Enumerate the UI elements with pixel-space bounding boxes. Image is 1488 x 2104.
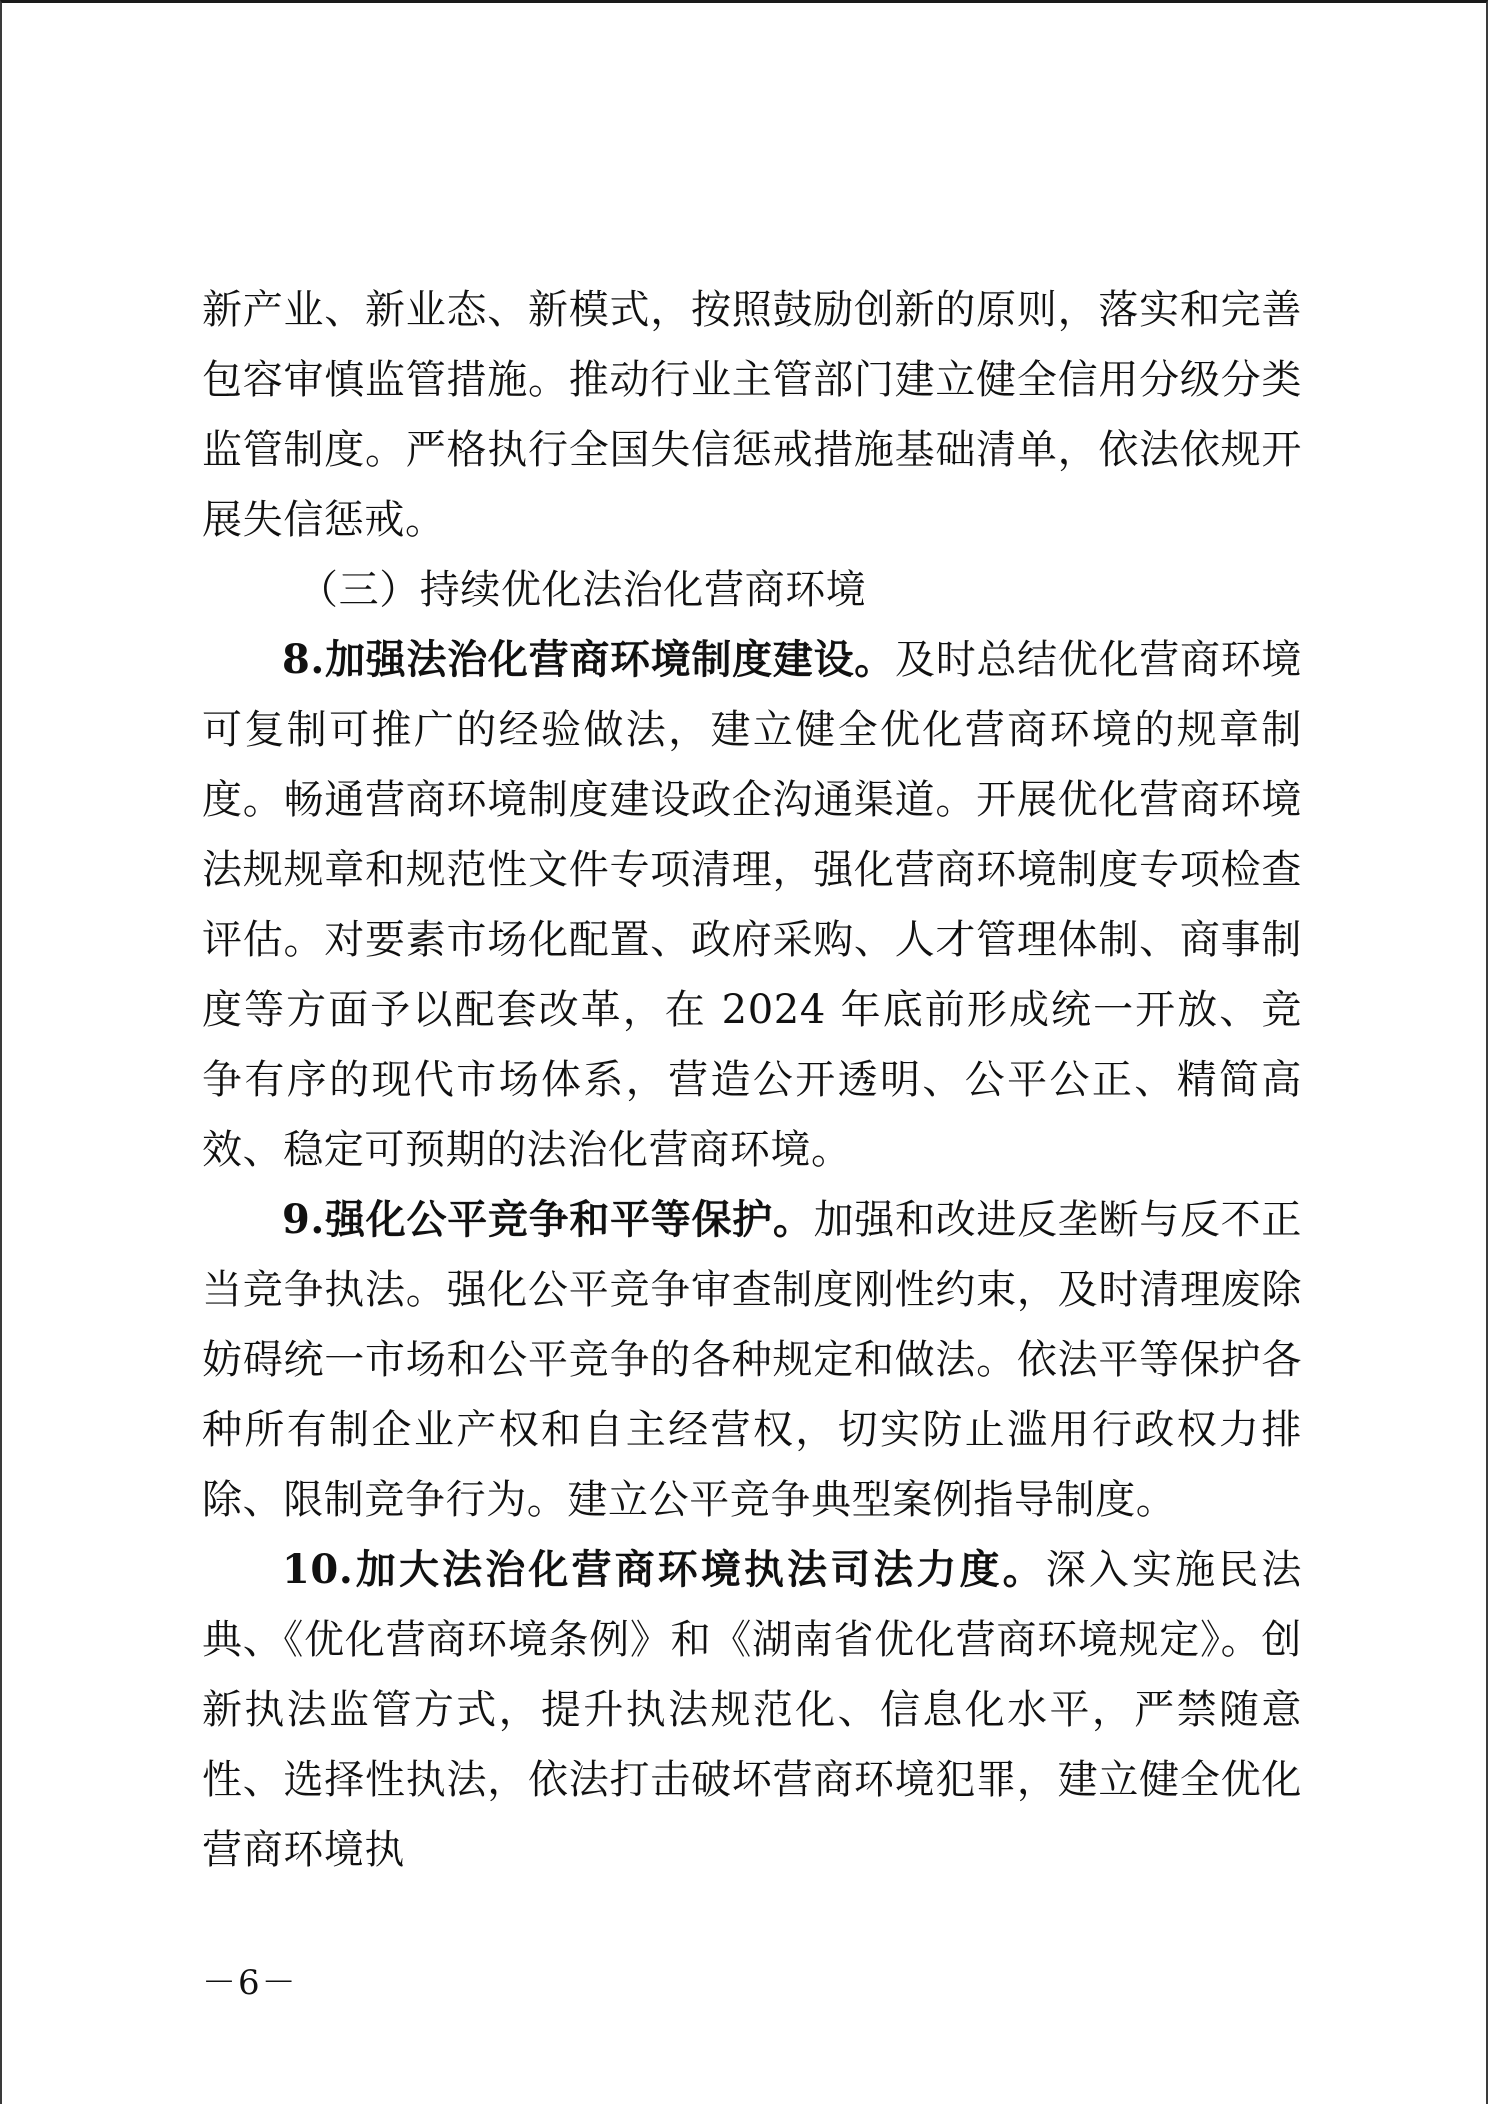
page-number: －6－	[202, 1963, 298, 2003]
item-10-paragraph	[202, 1535, 1302, 1885]
item-9-body: 加强和改进反垄断与反不正当竞争执法。强化公平竞争审查制度刚性约束，及时清理废除妨碍统一市场和公平竞争的各种规定和做法。依法平等保护各种所有制企业产权和自主经营权，切实防止滥用行政权力排除、限制竞争行为。建立公平竞争典型案例指导制度。	[202, 1197, 1302, 1523]
item-8-paragraph	[202, 625, 1302, 1185]
document-body	[202, 275, 1302, 1885]
item-8-title: 8.加强法治化营商环境制度建设。	[282, 636, 896, 683]
intro-paragraph: 新产业、新业态、新模式，按照鼓励创新的原则，落实和完善包容审慎监管措施。推动行业主管部门建立健全信用分级分类监管制度。严格执行全国失信惩戒措施基础清单，依法依规开展失信惩戒。	[202, 287, 1302, 543]
item-10-title: 10.加大法治化营商环境执法司法力度。	[282, 1546, 1046, 1593]
item-9-paragraph	[202, 1185, 1302, 1535]
item-9-title: 9.强化公平竞争和平等保护。	[282, 1196, 814, 1243]
section-heading: （三）持续优化法治化营商环境	[298, 567, 867, 613]
item-10-body: 深入实施民法典、《优化营商环境条例》和《湖南省优化营商环境规定》。创新执法监管方式，提升执法规范化、信息化水平，严禁随意性、选择性执法，依法打击破坏营商环境犯罪，建立健全优化营商环境执	[202, 1547, 1302, 1873]
item-8-body: 及时总结优化营商环境可复制可推广的经验做法，建立健全优化营商环境的规章制度。畅通营商环境制度建设政企沟通渠道。开展优化营商环境法规规章和规范性文件专项清理，强化营商环境制度专项检查评估。对要素市场化配置、政府采购、人才管理体制、商事制度等方面予以配套改革，在 2024 年底前形成统一开放、竞争有序的现代市场体系，营造公开透明、公平公正、精简高效、稳定可预期的法治化营商环境。	[202, 637, 1303, 1173]
